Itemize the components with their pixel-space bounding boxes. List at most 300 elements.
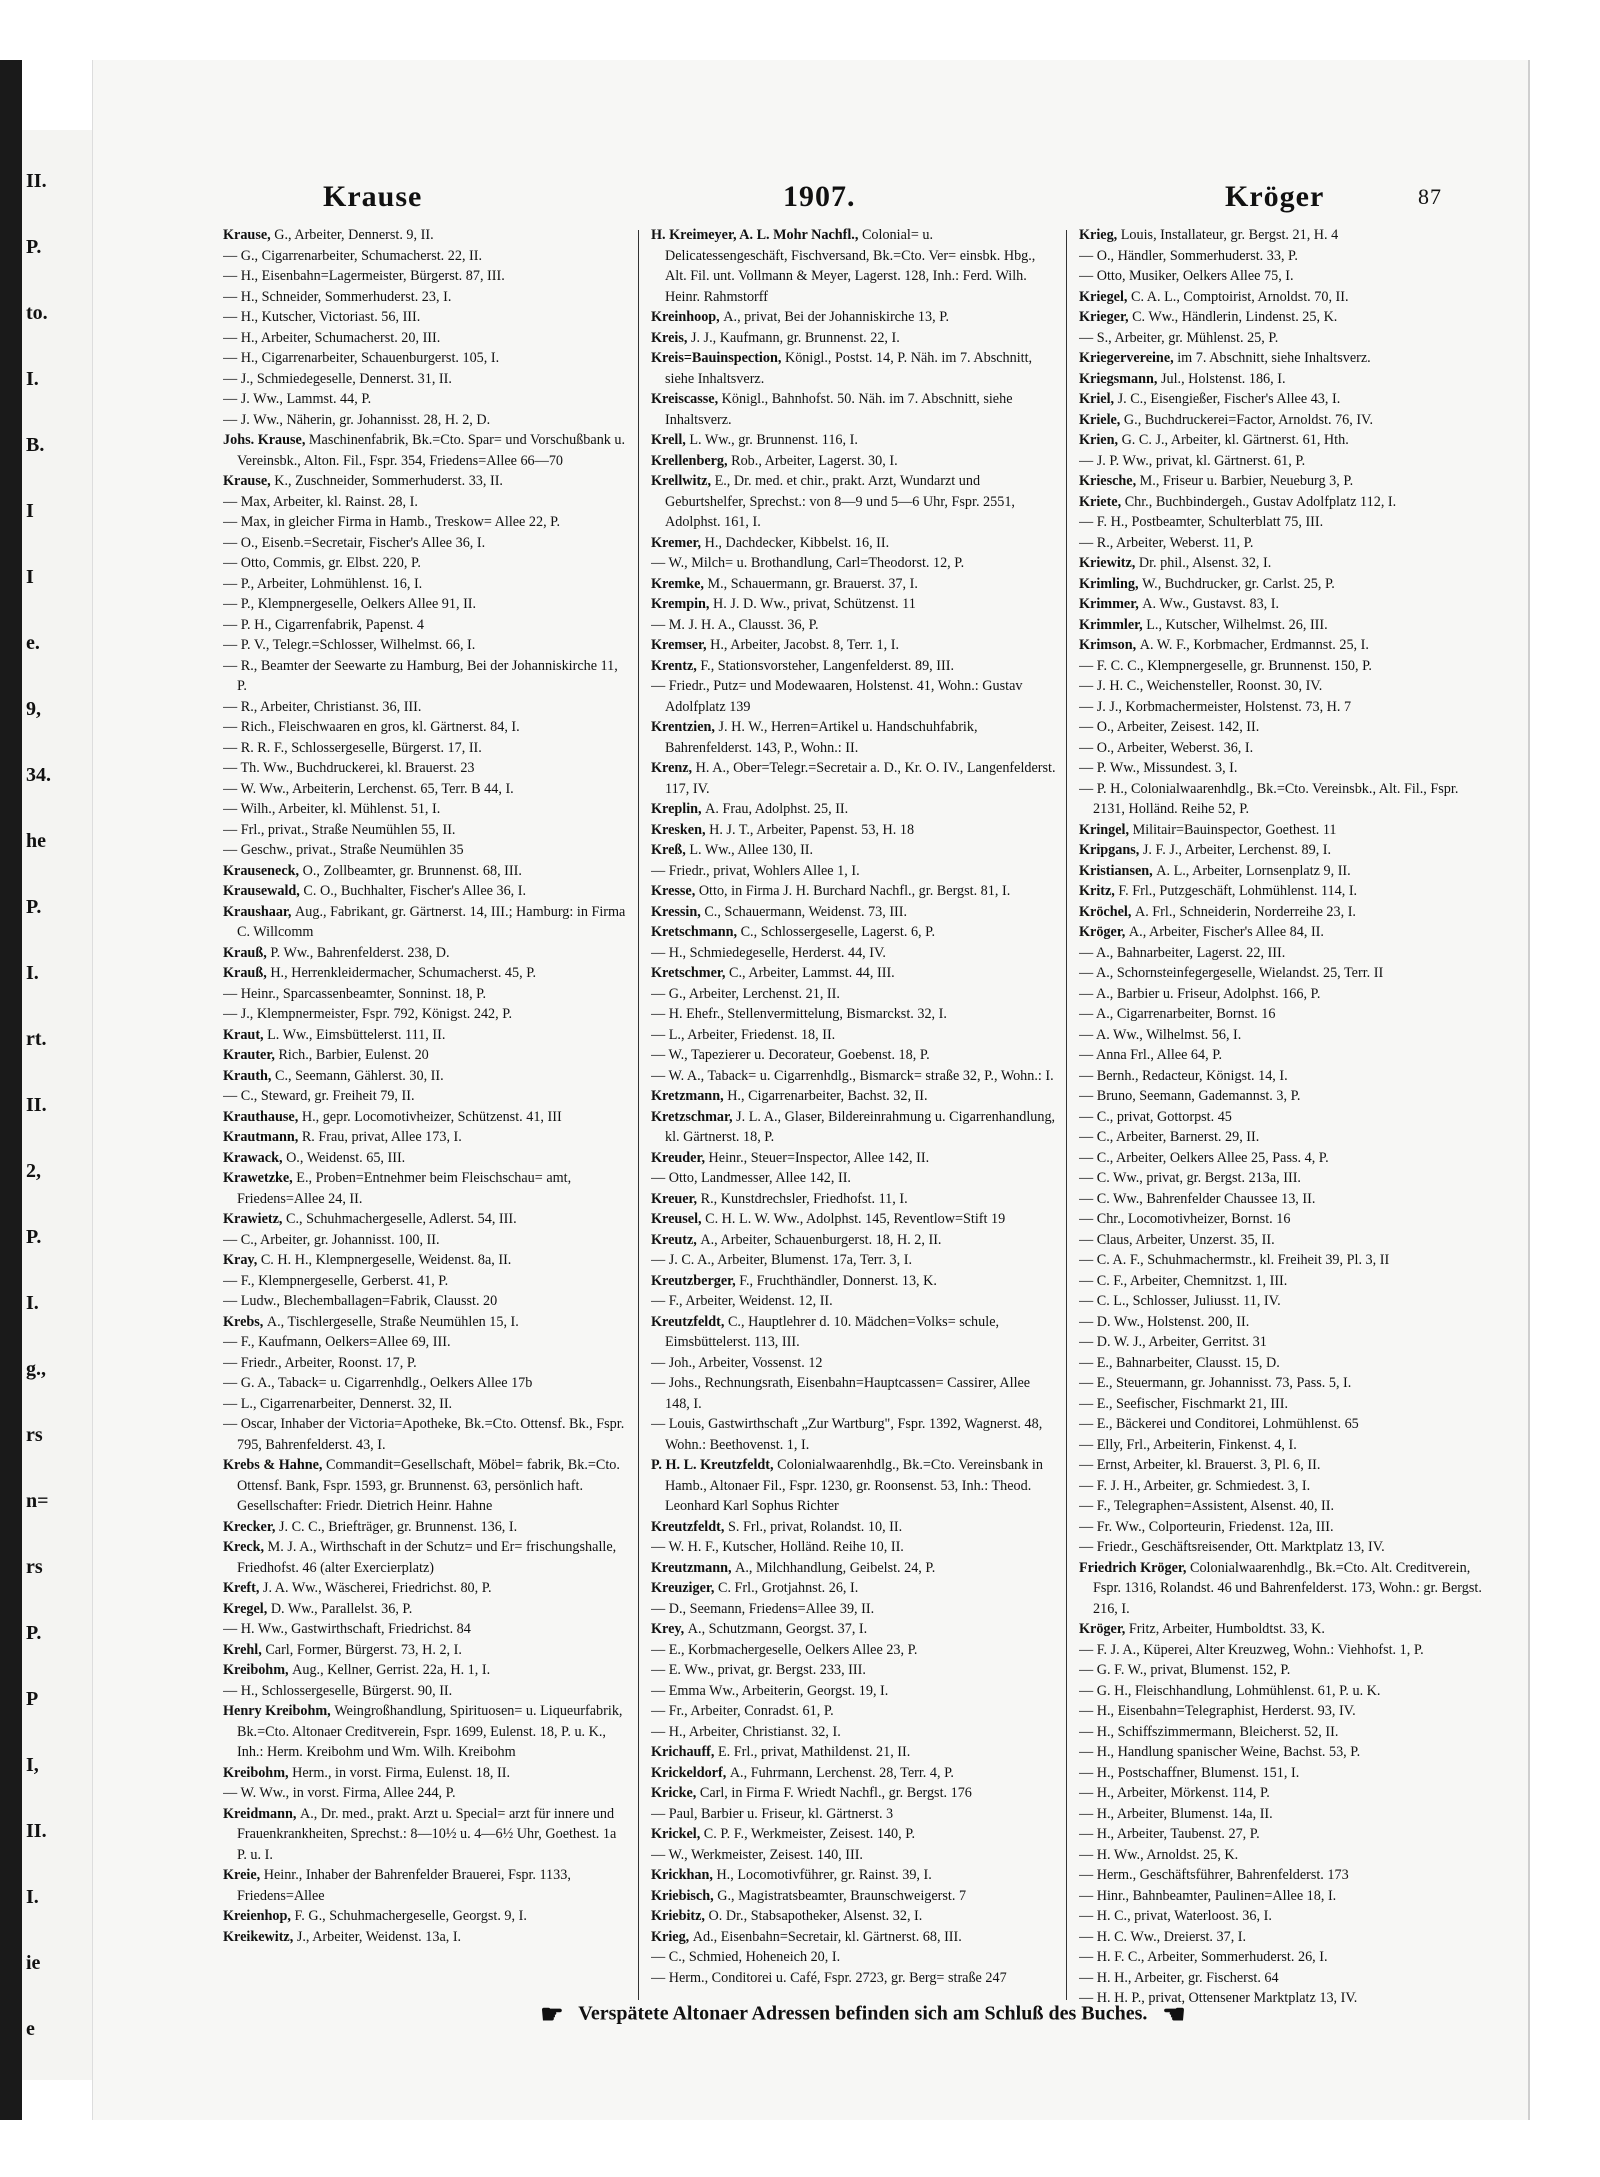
entry-text: — H., Schiffszimmermann, Bleicherst. 52, II. [1079, 1723, 1339, 1740]
entry-text: M., Friseur u. Barbier, Neueburg 3, P. [1139, 473, 1354, 489]
directory-entry [651, 1906, 1056, 1927]
entry-name: Kriel, [1079, 391, 1118, 407]
previous-page-fragment: 9, [26, 698, 41, 720]
entry-name: Kraut, [223, 1026, 268, 1043]
entry-text: — W., Milch= u. Brothandlung, Carl=Theodorst. 12, P. [651, 555, 965, 571]
directory-entry [1079, 1763, 1484, 1784]
directory-entry [651, 1168, 1056, 1189]
directory-entry [223, 389, 628, 410]
entry-text: — H., Arbeiter, Blumenst. 14a, II. [1079, 1805, 1273, 1822]
directory-entry [651, 1927, 1056, 1948]
directory-entry [651, 902, 1056, 923]
entry-text: A., Schutzmann, Georgst. 37, I. [687, 1621, 868, 1637]
entry-name: Krimling, [1079, 575, 1143, 592]
previous-page-fragment: P. [26, 1226, 42, 1248]
directory-entry [651, 881, 1056, 902]
directory-entry [223, 1332, 628, 1353]
entry-text: — H., Schneider, Sommerhuderst. 23, I. [223, 288, 452, 305]
entry-text: — H. F. C., Arbeiter, Sommerhuderst. 26, I. [1079, 1949, 1328, 1965]
entry-name: Krauseneck, [223, 862, 303, 879]
entry-text: H., gepr. Locomotivheizer, Schützenst. 41, III [301, 1108, 562, 1125]
directory-entry [651, 471, 1056, 533]
pointing-hand-left-icon: ☚ [1162, 2000, 1186, 2029]
directory-entry [1079, 1619, 1484, 1640]
entry-text: — R. R. F., Schlossergeselle, Bürgerst. 17, II. [223, 739, 482, 756]
entry-text: C., Hauptlehrer d. 10. Mädchen=Volks= schule, Eimsbüttelerst. 113, III. [665, 1313, 1000, 1350]
directory-entry [651, 1209, 1056, 1230]
directory-entry [651, 1558, 1056, 1579]
entry-text: A., privat, Bei der Johanniskirche 13, P. [723, 309, 950, 325]
directory-entry [1079, 430, 1484, 451]
entry-text: — H. H. P., privat, Ottensener Marktplatz 13, IV. [1079, 1990, 1358, 2005]
entry-text: — H. Ww., Gastwirthschaft, Friedrichst. 84 [223, 1621, 471, 1637]
entry-name: Krebs & Hahne, [223, 1457, 326, 1473]
entry-text: — G., Cigarrenarbeiter, Schumacherst. 22, II. [223, 247, 483, 264]
directory-entry [1079, 1640, 1484, 1661]
entry-text: — P., Arbeiter, Lohmühlenst. 16, I. [223, 575, 423, 592]
directory-entry [1079, 1681, 1484, 1702]
directory-entry [1079, 328, 1484, 349]
directory-entry [1079, 861, 1484, 882]
entry-name: Krawack, [223, 1149, 287, 1166]
directory-entry [651, 594, 1056, 615]
entry-text: — F., Kaufmann, Oelkers=Allee 69, III. [223, 1334, 451, 1350]
directory-entry [1079, 656, 1484, 677]
entry-text: — R., Arbeiter, Christianst. 36, III. [223, 698, 422, 715]
entry-name: Kretschmer, [651, 965, 730, 981]
directory-entry [1079, 492, 1484, 513]
directory-entry [223, 1291, 628, 1312]
entry-text: — H. C., privat, Waterloost. 36, I. [1079, 1908, 1272, 1924]
directory-entry [651, 1353, 1056, 1374]
entry-text: — P., Klempnergeselle, Oelkers Allee 91, II. [223, 596, 477, 612]
directory-entry [223, 717, 628, 738]
directory-entry [223, 471, 628, 492]
directory-entry [223, 902, 628, 943]
entry-name: Krautmann, [223, 1129, 302, 1145]
directory-entry [1079, 1168, 1484, 1189]
entry-text: — H. Ehefr., Stellenvermittelung, Bismarckst. 32, I. [651, 1006, 947, 1022]
entry-text: Ad., Eisenbahn=Secretair, kl. Gärtnerst. 68, III. [692, 1928, 962, 1945]
entry-text: — J. H. C., Weichensteller, Roonst. 30, IV. [1079, 678, 1323, 694]
entry-name: Kretschmann, [651, 924, 741, 940]
entry-text: Colonial= u. Delicatessengeschäft, Fischversand, Bk.=Cto. Ver= einsbk. Hbg., Alt. Fil. unt. Vollmann & Meyer, Lagerst. 128, Inh.: Ferd. Wilh. Heinr. Rahmstorff [665, 227, 1036, 305]
entry-text: — H., Arbeiter, Taubenst. 27, P. [1079, 1826, 1260, 1842]
entry-text: — W., Tapezierer u. Decorateur, Goebenst. 18, P. [651, 1047, 930, 1063]
entry-text: A., Tischlergeselle, Straße Neumühlen 15, I. [266, 1313, 519, 1330]
directory-entry [1079, 1291, 1484, 1312]
entry-text: — E., Bahnarbeiter, Clausst. 15, D. [1079, 1354, 1280, 1371]
entry-text: — Friedr., Arbeiter, Roonst. 17, P. [223, 1354, 417, 1371]
directory-entry [651, 451, 1056, 472]
previous-page-fragment: rs [26, 1556, 43, 1578]
entry-text: Otto, in Firma J. H. Burchard Nachfl., gr. Bergst. 81, I. [698, 883, 1011, 899]
previous-page-fragment: g., [26, 1358, 46, 1380]
entry-text: — Chr., Locomotivheizer, Bornst. 16 [1079, 1211, 1291, 1227]
entry-text: H., Locomotivführer, gr. Rainst. 39, I. [716, 1867, 932, 1883]
entry-name: Kreutz, [651, 1231, 701, 1248]
entry-name: Kregel, [223, 1600, 271, 1617]
directory-entry [1079, 881, 1484, 902]
entry-name: Kray, [223, 1252, 261, 1268]
entry-text: — C. A. F., Schuhmachermstr., kl. Freiheit 39, Pl. 3, II [1079, 1252, 1390, 1268]
entry-text: — C., privat, Gottorpst. 45 [1079, 1108, 1232, 1125]
entry-text: — H., Cigarrenarbeiter, Schauenburgerst. 105, I. [223, 350, 500, 366]
directory-entry [651, 1066, 1056, 1087]
entry-text: — Heinr., Sparcassenbeamter, Sonninst. 18, P. [223, 985, 487, 1002]
entry-name: Kreibohm, [223, 1662, 293, 1678]
entry-name: Kreuziger, [651, 1580, 718, 1596]
directory-entry [651, 1189, 1056, 1210]
entry-name: Kraushaar, [223, 903, 296, 920]
previous-page-fragment: P. [26, 1622, 42, 1644]
directory-entry [651, 1578, 1056, 1599]
directory-entry [1079, 1435, 1484, 1456]
entry-text: — H., Arbeiter, Christianst. 32, I. [651, 1723, 841, 1740]
entry-text: — W., Werkmeister, Zeisest. 140, III. [651, 1846, 863, 1863]
entry-text: — O., Arbeiter, Zeisest. 142, II. [1079, 719, 1260, 735]
entry-text: — D. W. J., Arbeiter, Gerritst. 31 [1079, 1334, 1267, 1350]
directory-entry [1079, 1025, 1484, 1046]
entry-text: O., Weidenst. 65, III. [286, 1149, 406, 1166]
directory-entry [1079, 1558, 1484, 1620]
entry-text: — Joh., Arbeiter, Vossenst. 12 [651, 1354, 823, 1371]
entry-text: — O., Händler, Sommerhuderst. 33, P. [1079, 247, 1298, 264]
entry-name: Kreusel, [651, 1211, 706, 1227]
directory-entry [223, 287, 628, 308]
entry-text: — Ludw., Blechemballagen=Fabrik, Clausst. 20 [223, 1293, 498, 1309]
directory-entry [1079, 963, 1484, 984]
directory-entry [1079, 717, 1484, 738]
entry-text: — P. H., Colonialwaarenhdlg., Bk.=Cto. Vereinsbk., Alt. Fil., Fspr. 2131, Holländ. Reihe 52, P. [1079, 780, 1459, 817]
entry-text: J. L. A., Glaser, Bildereinrahmung u. Cigarrenhandlung, kl. Gärtnerst. 18, P. [665, 1108, 1056, 1145]
entry-text: — Friedr., Geschäftsreisender, Ott. Marktplatz 13, IV. [1079, 1539, 1385, 1555]
entry-name: Kriegel, [1079, 288, 1131, 305]
entry-name: Kricke, [651, 1785, 700, 1801]
entry-name: Kremser, [651, 637, 711, 653]
entry-text: — Paul, Barbier u. Friseur, kl. Gärtnerst. 3 [651, 1805, 894, 1822]
entry-text: A. Frau, Adolphst. 25, II. [705, 801, 849, 817]
previous-page-fragment: e. [26, 632, 40, 654]
directory-entry [651, 1783, 1056, 1804]
directory-entry [1079, 1394, 1484, 1415]
directory-entry [651, 758, 1056, 799]
previous-page-fragment: II. [26, 1820, 47, 1842]
directory-entry [223, 1578, 628, 1599]
entry-text: — H., Eisenbahn=Telegraphist, Herderst. 93, IV. [1079, 1703, 1356, 1719]
entry-text: M., Schauermann, gr. Brauerst. 37, I. [707, 575, 918, 592]
entry-text: Maschinenfabrik, Bk.=Cto. Spar= und Vorschußbank u. Vereinsbk., Alton. Fil., Fspr. 354, Friedens=Allee 66—70 [237, 432, 626, 469]
entry-text: G., Magistratsbeamter, Braunschweigerst. 7 [717, 1887, 967, 1904]
entry-text: J. F. J., Arbeiter, Lerchenst. 89, I. [1142, 842, 1332, 858]
directory-entry [223, 779, 628, 800]
directory-entry [1079, 1783, 1484, 1804]
entry-text: J. J., Kaufmann, gr. Brunnenst. 22, I. [690, 329, 900, 346]
entry-name: Kröger, [1079, 1621, 1129, 1637]
entry-text: J. A. Ww., Wäscherei, Friedrichst. 80, P. [262, 1580, 492, 1596]
directory-entry [1079, 369, 1484, 390]
entry-text: Carl, Former, Bürgerst. 73, H. 2, I. [265, 1641, 462, 1658]
page-header [93, 180, 1528, 230]
directory-entry [1079, 1414, 1484, 1435]
previous-page-fragment: to. [26, 302, 48, 324]
directory-entry [223, 1660, 628, 1681]
directory-entry [223, 1537, 628, 1578]
directory-entry [1079, 676, 1484, 697]
entry-text: H. A., Ober=Telegr.=Secretair a. D., Kr. O. IV., Langenfelderst. 117, IV. [665, 760, 1056, 797]
previous-page-fragment: P. [26, 236, 42, 258]
directory-entry [651, 1804, 1056, 1825]
directory-entry [223, 1066, 628, 1087]
directory-entry [1079, 1353, 1484, 1374]
entry-text: A., Arbeiter, Schauenburgerst. 18, H. 2, II. [700, 1231, 942, 1248]
directory-entry [1079, 758, 1484, 779]
entry-name: P. H. L. Kreutzfeldt, [651, 1457, 778, 1473]
entry-name: Kritz, [1079, 883, 1119, 899]
entry-name: Krieger, [1079, 309, 1133, 325]
entry-name: Krawetzke, [223, 1170, 297, 1186]
entry-text: H. J. T., Arbeiter, Papenst. 53, H. 18 [709, 821, 915, 838]
previous-page-fragment: 34. [26, 764, 51, 786]
directory-entry [1079, 225, 1484, 246]
entry-name: Krawietz, [223, 1211, 287, 1227]
entry-text: A., Fuhrmann, Lerchenst. 28, Terr. 4, P. [729, 1764, 954, 1781]
entry-name: Kreutzfeldt, [651, 1313, 728, 1330]
directory-entry [651, 328, 1056, 349]
directory-entry [1079, 943, 1484, 964]
entry-text: — Frl., privat., Straße Neumühlen 55, II. [223, 821, 456, 838]
entry-text: J. C. C., Briefträger, gr. Brunnenst. 136, I. [278, 1518, 518, 1535]
directory-entry [223, 1148, 628, 1169]
entry-text: — W. Ww., in vorst. Firma, Allee 244, P. [223, 1785, 456, 1801]
directory-entry [1079, 266, 1484, 287]
entry-text: — C. Ww., privat, gr. Bergst. 213a, III. [1079, 1170, 1301, 1186]
entry-text: — S., Arbeiter, gr. Mühlenst. 25, P. [1079, 329, 1279, 346]
entry-text: C. Ww., Händlerin, Lindenst. 25, K. [1132, 309, 1338, 325]
entry-name: Kriebitz, [651, 1908, 709, 1924]
directory-entry [651, 656, 1056, 677]
entry-text: — H. C. Ww., Dreierst. 37, I. [1079, 1928, 1247, 1945]
entry-text: — W. A., Taback= u. Cigarrenhdlg., Bismarck= straße 32, P., Wohn.: I. [651, 1067, 1054, 1084]
directory-entry [1079, 471, 1484, 492]
entry-text: — A., Bahnarbeiter, Lagerst. 22, III. [1079, 944, 1286, 961]
directory-entry [651, 984, 1056, 1005]
directory-entry [223, 697, 628, 718]
entry-name: Kreuer, [651, 1190, 701, 1207]
entry-name: Kreutzfeldt, [651, 1518, 728, 1535]
directory-page [92, 60, 1530, 2120]
directory-entry [651, 1865, 1056, 1886]
directory-entry [651, 1742, 1056, 1763]
directory-entry [223, 594, 628, 615]
entry-text: — C., Arbeiter, Oelkers Allee 25, Pass. 4, P. [1079, 1149, 1329, 1166]
entry-name: Kremke, [651, 575, 708, 592]
entry-name: Krellwitz, [651, 473, 715, 489]
directory-entry [651, 1701, 1056, 1722]
directory-entry [223, 1517, 628, 1538]
directory-entry [223, 943, 628, 964]
pointing-hand-right-icon: ☛ [540, 2000, 564, 2029]
previous-page-fragment: I, [26, 1754, 39, 1776]
previous-page-fragment: I. [26, 368, 39, 390]
directory-entry [651, 348, 1056, 389]
directory-entry [651, 861, 1056, 882]
directory-entry [651, 1086, 1056, 1107]
entry-name: H. Kreimeyer, A. L. Mohr Nachfl., [651, 227, 862, 243]
directory-entry [651, 1660, 1056, 1681]
entry-text: — G. H., Fleischhandlung, Lohmühlenst. 61, P. u. K. [1079, 1682, 1381, 1699]
entry-text: H., Cigarrenarbeiter, Bachst. 32, II. [727, 1088, 928, 1104]
entry-name: Krentzien, [651, 719, 719, 735]
directory-entry [223, 1312, 628, 1333]
entry-name: Krause, [223, 227, 275, 243]
directory-entry [223, 430, 628, 471]
directory-entry [1079, 922, 1484, 943]
directory-entry [1079, 1701, 1484, 1722]
directory-entry [1079, 1045, 1484, 1066]
directory-entry [1079, 389, 1484, 410]
entry-text: C. H. L. W. Ww., Adolphst. 145, Reventlow=Stift 19 [705, 1211, 1006, 1227]
directory-entry [223, 881, 628, 902]
entry-name: Krauß, [223, 944, 271, 961]
directory-entry [1079, 1250, 1484, 1271]
entry-text: — E., Korbmachergeselle, Oelkers Allee 23, P. [651, 1641, 918, 1658]
entry-text: Heinr., Inhaber der Bahrenfelder Brauerei, Fspr. 1133, Friedens=Allee [237, 1867, 571, 1904]
entry-name: Kreck, [223, 1539, 268, 1555]
entry-text: im 7. Abschnitt, siehe Inhaltsverz. [1177, 350, 1371, 366]
entry-name: Krebs, [223, 1313, 267, 1330]
directory-entry [1079, 348, 1484, 369]
directory-entry [1079, 1476, 1484, 1497]
directory-entry [651, 1722, 1056, 1743]
directory-entry [223, 410, 628, 431]
directory-entry [651, 963, 1056, 984]
entry-text: Aug., Kellner, Gerrist. 22a, H. 1, I. [292, 1662, 491, 1678]
entry-text: — C. Ww., Bahrenfelder Chaussee 13, II. [1079, 1190, 1316, 1207]
entry-text: — H. Ww., Arnoldst. 25, K. [1079, 1846, 1239, 1863]
entry-text: — A. Ww., Wilhelmst. 56, I. [1079, 1026, 1242, 1043]
directory-entry [1079, 1332, 1484, 1353]
entry-name: Krecker, [223, 1518, 279, 1535]
entry-name: Kreis, [651, 329, 691, 346]
entry-name: Kreikewitz, [223, 1928, 297, 1945]
directory-entry [1079, 1455, 1484, 1476]
entry-text: — G. A., Taback= u. Cigarrenhdlg., Oelkers Allee 17b [223, 1375, 533, 1391]
directory-entry [651, 615, 1056, 636]
directory-entry [223, 1865, 628, 1906]
entry-name: Kressin, [651, 903, 705, 920]
header-right-word: Kröger [1225, 180, 1325, 213]
directory-entry [223, 1250, 628, 1271]
column-divider [1066, 230, 1067, 2000]
entry-text: P. Ww., Bahrenfelderst. 238, D. [270, 944, 450, 961]
directory-entry [651, 1517, 1056, 1538]
entry-text: L. Ww., gr. Brunnenst. 116, I. [689, 432, 858, 448]
previous-page-fragment: he [26, 830, 46, 852]
entry-name: Krien, [1079, 432, 1122, 448]
entry-text: F., Stationsvorsteher, Langenfelderst. 89, III. [700, 657, 954, 674]
entry-text: — F., Klempnergeselle, Gerberst. 41, P. [223, 1272, 449, 1289]
directory-entry [223, 615, 628, 636]
directory-entry [223, 225, 628, 246]
directory-entry [651, 574, 1056, 595]
directory-entry [1079, 410, 1484, 431]
entry-text: Heinr., Steuer=Inspector, Allee 142, II. [708, 1149, 930, 1166]
directory-entry [1079, 307, 1484, 328]
directory-entry [1079, 1947, 1484, 1968]
entry-text: — F. H., Postbeamter, Schulterblatt 75, III. [1079, 514, 1324, 530]
entry-text: J., Arbeiter, Weidenst. 13a, I. [296, 1928, 462, 1945]
entry-text: — F. J. H., Arbeiter, gr. Schmiedest. 3, I. [1079, 1477, 1311, 1494]
directory-entry [1079, 820, 1484, 841]
entry-text: J. C., Eisengießer, Fischer's Allee 43, I. [1117, 391, 1341, 407]
entry-text: Carl, in Firma F. Wriedt Nachfl., gr. Bergst. 176 [699, 1785, 972, 1801]
directory-entry [223, 1804, 628, 1866]
entry-name: Krellenberg, [651, 452, 732, 469]
directory-entry [223, 738, 628, 759]
directory-entry [1079, 574, 1484, 595]
previous-page-fragment: 2, [26, 1160, 41, 1182]
entry-name: Krell, [651, 432, 690, 448]
directory-entry [1079, 1107, 1484, 1128]
entry-text: — E. Ww., privat, gr. Bergst. 233, III. [651, 1662, 866, 1678]
entry-name: Kriegervereine, [1079, 350, 1178, 366]
directory-entry [1079, 1004, 1484, 1025]
entry-text: A. Ww., Gustavst. 83, I. [1142, 596, 1280, 612]
entry-text: — H., Arbeiter, Schumacherst. 20, III. [223, 329, 441, 346]
entry-name: Kreie, [223, 1867, 264, 1883]
column-3 [1079, 225, 1484, 2005]
previous-page-fragment: I. [26, 1886, 39, 1908]
entry-text: — Fr., Arbeiter, Conradst. 61, P. [651, 1703, 834, 1719]
directory-entry [1079, 594, 1484, 615]
entry-name: Krickel, [651, 1826, 704, 1842]
directory-entry [223, 1004, 628, 1025]
directory-entry [1079, 738, 1484, 759]
entry-text: — Emma Ww., Arbeiterin, Georgst. 19, I. [651, 1682, 889, 1699]
entry-text: — H., Schmiedegeselle, Herderst. 44, IV. [651, 944, 886, 961]
entry-text: J. H. W., Herren=Artikel u. Handschuhfabrik, Bahrenfelderst. 143, P., Wohn.: II. [665, 719, 978, 756]
entry-name: Kreplin, [651, 801, 706, 817]
entry-text: Louis, Installateur, gr. Bergst. 21, H. 4 [1120, 227, 1339, 243]
directory-entry [223, 1599, 628, 1620]
directory-entry [223, 635, 628, 656]
entry-name: Krieg, [1079, 227, 1121, 243]
directory-entry [223, 266, 628, 287]
entry-name: Johs. Krause, [223, 432, 309, 448]
directory-entry [1079, 1496, 1484, 1517]
directory-entry [1079, 1824, 1484, 1845]
directory-entry [651, 1947, 1056, 1968]
entry-name: Kriele, [1079, 411, 1124, 428]
entry-name: Krieg, [651, 1928, 693, 1945]
column-1 [223, 225, 628, 2005]
entry-text: H., Dachdecker, Kibbelst. 16, II. [704, 534, 890, 551]
entry-text: — Geschw., privat., Straße Neumühlen 35 [223, 842, 464, 858]
entry-name: Kretzmann, [651, 1088, 728, 1104]
directory-entry [223, 369, 628, 390]
directory-entry [1079, 902, 1484, 923]
directory-entry [223, 328, 628, 349]
entry-name: Kreuder, [651, 1149, 709, 1166]
entry-text: — H., Handlung spanischer Weine, Bachst. 53, P. [1079, 1744, 1361, 1760]
entry-text: E. Frl., privat, Mathildenst. 21, II. [718, 1744, 911, 1760]
entry-text: — P. V., Telegr.=Schlosser, Wilhelmst. 66, I. [223, 637, 476, 653]
previous-page-fragment: II. [26, 170, 47, 192]
entry-text: Herm., in vorst. Firma, Eulenst. 18, II. [292, 1764, 511, 1781]
entry-text: — H., Eisenbahn=Lagermeister, Bürgerst. 87, III. [223, 268, 505, 284]
entry-name: Kriete, [1079, 493, 1125, 510]
